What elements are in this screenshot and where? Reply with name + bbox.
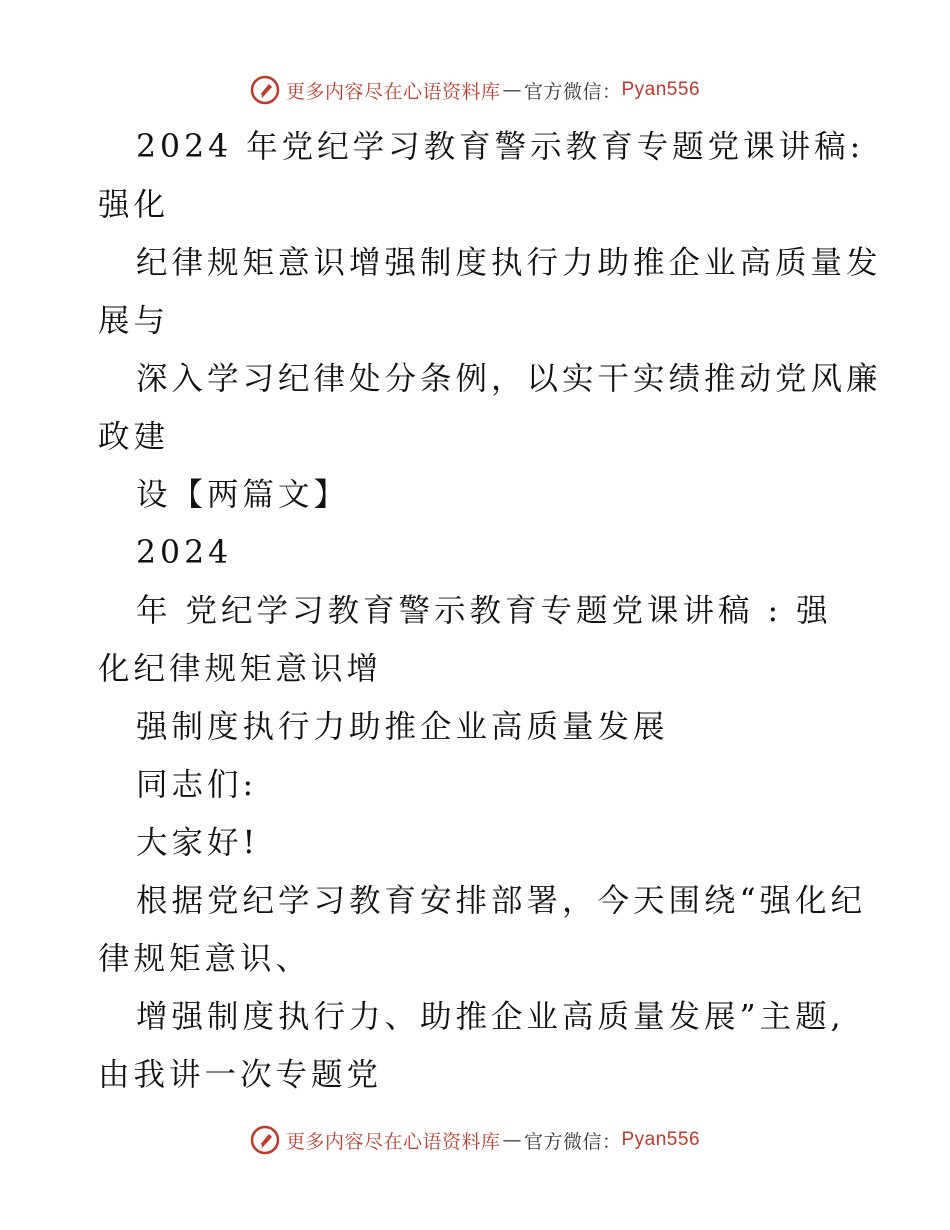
text-line: 政建 bbox=[98, 419, 170, 455]
text-line: 根据党纪学习教育安排部署，今天围绕“强化纪 bbox=[136, 883, 867, 919]
text-line: 律规矩意识、 bbox=[98, 941, 312, 977]
text-line: 2024 年党纪学习教育警示教育专题党课讲稿: bbox=[136, 129, 865, 165]
text-line: 化纪律规矩意识增 bbox=[98, 651, 383, 687]
banner-dash: — bbox=[502, 1129, 522, 1151]
text-line: 强化 bbox=[98, 187, 170, 223]
footer-banner bbox=[0, 1120, 950, 1160]
text-line: 纪律规矩意识增强制度执行力助推企业高质量发 bbox=[136, 245, 882, 281]
pen-nib-logo-icon bbox=[250, 1125, 280, 1155]
banner-wechat-id: Pyan556 bbox=[621, 79, 701, 100]
text-line: 由我讲一次专题党 bbox=[98, 1057, 383, 1093]
text-line: 强制度执行力助推企业高质量发展 bbox=[136, 709, 669, 745]
banner-dash: — bbox=[502, 79, 522, 101]
text-line: 增强制度执行力、助推企业高质量发展”主题, bbox=[136, 999, 845, 1035]
text-line: 展与 bbox=[98, 303, 170, 339]
document-body bbox=[98, 118, 882, 1104]
text-line: 2024 bbox=[136, 535, 233, 571]
text-line: 深入学习纪律处分条例，以实干实绩推动党风廉 bbox=[136, 361, 882, 397]
banner-site-text: 更多内容尽在心语资料库 bbox=[285, 1130, 501, 1153]
text-line: 设【两篇文】 bbox=[136, 477, 350, 513]
banner-wechat-label: 官方微信： bbox=[523, 1130, 622, 1153]
text-line: 年 党纪学习教育警示教育专题党课讲稿 : 强 bbox=[136, 593, 832, 629]
header-banner bbox=[0, 70, 950, 110]
banner-wechat-id: Pyan556 bbox=[621, 1129, 701, 1150]
banner-wechat-label: 官方微信： bbox=[523, 80, 622, 103]
text-line: 大家好! bbox=[136, 825, 260, 861]
banner-site-text: 更多内容尽在心语资料库 bbox=[285, 80, 501, 103]
text-line: 同志们: bbox=[136, 767, 258, 803]
pen-nib-logo-icon bbox=[250, 75, 280, 105]
